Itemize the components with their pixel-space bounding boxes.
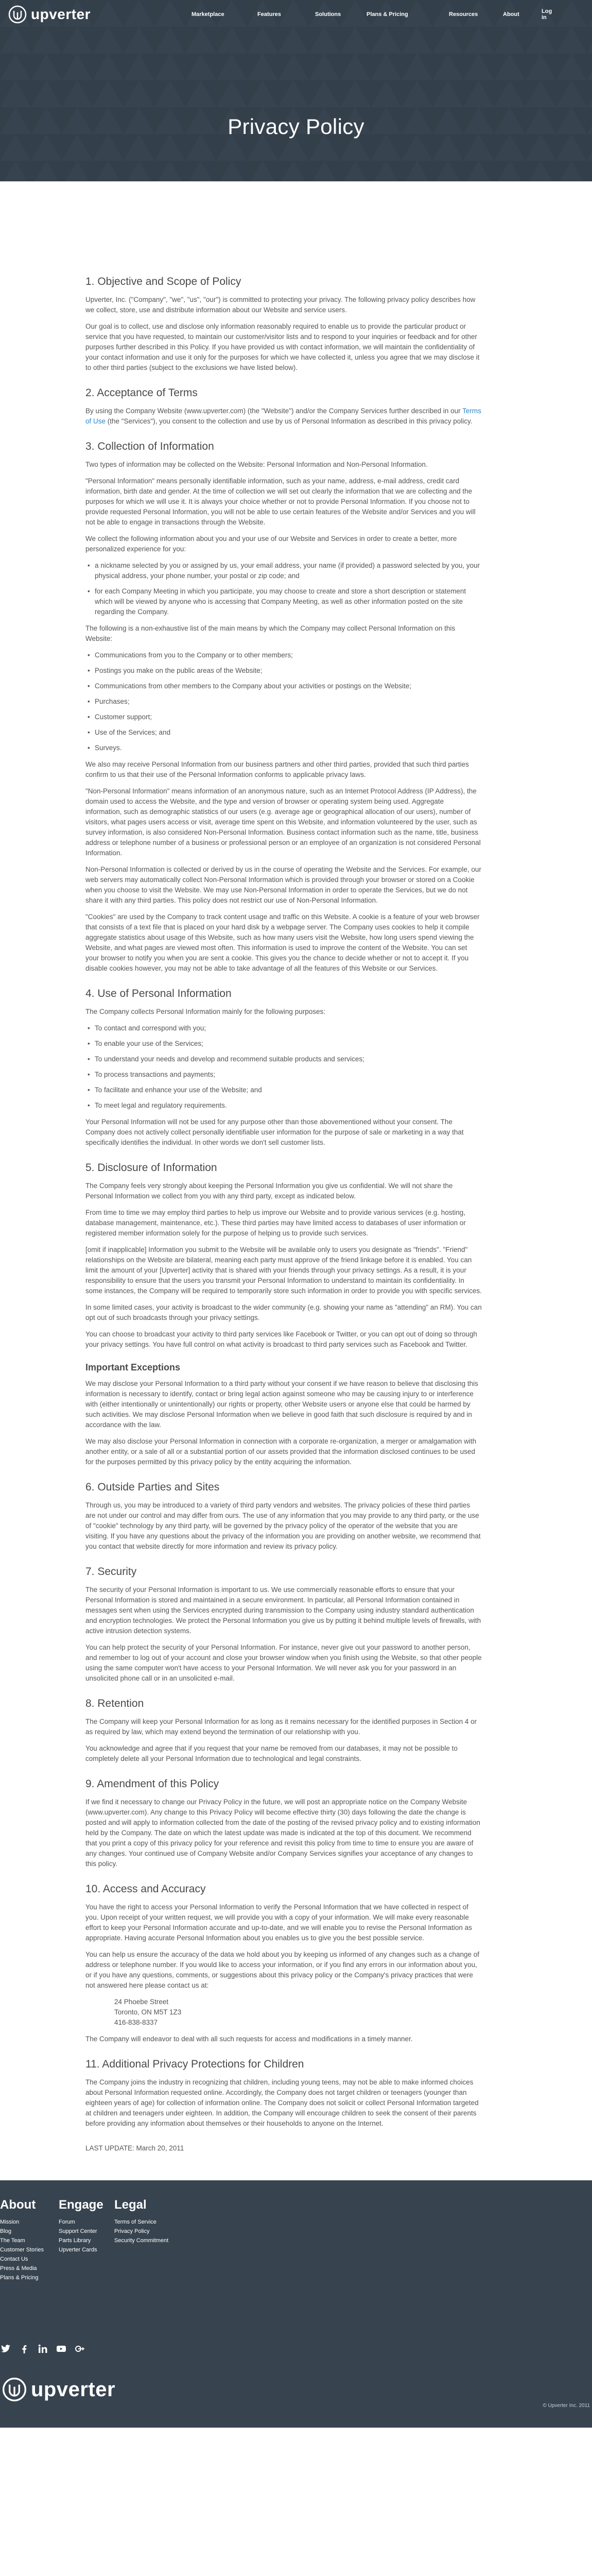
brand-name: upverter [31, 6, 91, 22]
nav-marketplace[interactable]: Marketplace [191, 11, 224, 18]
contact-address [114, 1997, 482, 2028]
address-phone: 416-838-8337 [114, 2019, 158, 2026]
top-navigation-bar [0, 0, 592, 29]
terms-of-use-link[interactable]: Terms of Use [85, 407, 481, 425]
upverter-logo-icon [8, 5, 27, 24]
site-footer [0, 2180, 592, 2428]
paragraph: "Cookies" are used by the Company to track content usage and traffic on this Website. A cookie is a feature of your web browser that consists of a text file that is placed on your hard disk by a webpage server. The Company uses cookies to help it compile aggregate statistics about usage of this Website, such as how many users visit the Website, how long users spend viewing the Website, and what pages are viewed most often. This information is used to improve the content of the Website. You can set your browser to notify you when you are sent a cookie. This gives you the chance to decide whether or not to accept it. If you disable cookies however, you may not be able to take advantage of all the features of this Website or our Services. [85, 913, 480, 972]
list-item: • Use of the Services; and [85, 727, 482, 738]
footer-link-forum[interactable]: Forum [59, 2219, 75, 2225]
address-line: 24 Phoebe Street [114, 1998, 169, 2006]
section-heading: 1. Objective and Scope of Policy [85, 276, 241, 287]
paragraph: You acknowledge and agree that if you request that your name be removed from our databases, it may not be possible to completely delete all your Personal Information due to technological and legal constraints. [85, 1744, 458, 1762]
nav-plans-pricing[interactable]: Plans & Pricing [367, 11, 408, 18]
paragraph: The security of your Personal Information is important to us. We use commercially reasonable efforts to ensure that your Personal Information is stored and maintained in a secure environment. In particular, all Personal Information contained in messages sent when using the Services encrypted during transmission to the Company using industry standard authentication and encryption technologies. We protect the Personal Information you give us by putting it behind multiple levels of firewalls, with active intrusion detection systems. [85, 1586, 481, 1635]
bullet-list [85, 1023, 482, 1111]
subsection-heading: Important Exceptions [85, 1362, 181, 1372]
footer-link-mission[interactable]: Mission [0, 2219, 20, 2225]
list-item: • Communications from you to the Company or to other members; [85, 650, 482, 660]
paragraph: "Personal Information" means personally identifiable information, such as your name, address, e-mail address, credit card information, birth date and gender. At the time of collection we will set out clearly the information that we are collecting and the purposes for which we will use it. It is always your choice whether or not to provide Personal Information. If you choose not to provide requested Personal Information, you will not be able to use certain features of the Website and/or Services and you will not be able to engage in transactions through the Website. [85, 477, 476, 526]
footer-logo[interactable] [2, 2377, 115, 2402]
footer-link-parts-library[interactable]: Parts Library [59, 2238, 91, 2244]
facebook-icon[interactable] [19, 2343, 30, 2354]
nav-features[interactable]: Features [257, 11, 281, 18]
paragraph: We also may receive Personal Information from our business partners and other third parties, provided that such third parties confirm to us that their use of the Personal Information conforms to applicable privacy laws. [85, 760, 469, 778]
paragraph: If we find it necessary to change our Privacy Policy in the future, we will post an appropriate notice on the Company Website (www.upverter.com). Any change to this Privacy Policy will become effective thirty (30) days following the date the change is posted and will apply to information collected from the date of the posting of the revised privacy policy and to existing information held by the Company. The date on which the latest update was made is indicated at the top of this document. We recommend that you print a copy of this privacy policy for your reference and revisit this policy from time to time to ensure you are aware of any changes. Your continued use of Company Website and/or Company Services signifies your acceptance of any changes to this policy. [85, 1798, 480, 1868]
paragraph: The Company joins the industry in recognizing that children, including young teens, may not be able to make informed choices about Personal Information requested online. Accordingly, the Company does not target children or teenagers (younger than eighteen years of age) for collection of information online. The Company does not solicit or collect Personal Information targeted at children and teenagers under eighteen. In addition, the Company will encourage children to seek the consent of their parents before providing any information about themselves or their households to anyone on the Internet. [85, 2078, 479, 2127]
paragraph: "Non-Personal Information" means information of an anonymous nature, such as an Internet Protocol Address (IP Address), the domain used to access the Website, and the type and version of browser or operating system being used. Aggregate information, such as demographic statistics of our users (e.g. average age or geographical allocation of our users), number of visitors, what pages users access or visit, average time spent on this Website, and information volunteered by the user, such as survey information, is also considered Non-Personal Information. Business contact information such as the name, title, business address or telephone number of a business or professional person or an employee of an organization is not considered Personal Information. [85, 787, 481, 857]
footer-link-upverter-cards[interactable]: Upverter Cards [59, 2247, 97, 2253]
section-heading: 11. Additional Privacy Protections for Children [85, 2058, 304, 2070]
paragraph: The Company feels very strongly about keeping the Personal Information you give us confidential. We will not share the Personal Information we collect from you with any third party, except as indicated below. [85, 1182, 453, 1200]
paragraph: From time to time we may employ third parties to help us improve our Website and to provide various services (e.g. hosting, database management, maintenance, etc.). These third parties may have limited access to databases of user information or registered member information solely for the purpose of helping us to provide such services. [85, 1209, 466, 1237]
upverter-logo-icon [2, 2377, 27, 2402]
twitter-icon[interactable] [0, 2343, 11, 2354]
footer-column-engage [59, 2198, 103, 2255]
footer-link-team[interactable]: The Team [0, 2238, 25, 2244]
list-item: • To contact and correspond with you; [85, 1023, 482, 1033]
social-links [0, 2343, 85, 2354]
section-heading: 2. Acceptance of Terms [85, 387, 198, 399]
paragraph: Your Personal Information will not be used for any purpose other than those abovementioned without your consent. The Company does not actively collect personally identifiable user information for the purpose of sale or marketing in a way that specifically identifies the individual. In other words we don't sell customer lists. [85, 1118, 464, 1146]
youtube-icon[interactable] [56, 2343, 67, 2354]
nav-resources[interactable]: Resources [449, 11, 478, 18]
list-item: • Communications from other members to the Company about your activities or postings on the Website; [85, 681, 482, 691]
section-heading: 7. Security [85, 1566, 137, 1578]
policy-content [85, 181, 482, 2180]
list-item: • Customer support; [85, 712, 482, 722]
page-title: Privacy Policy [228, 114, 364, 139]
section-heading: 10. Access and Accuracy [85, 1883, 206, 1895]
hero-banner [0, 0, 592, 181]
paragraph: Non-Personal Information is collected or derived by us in the course of operating the Website and the Services. For example, our web servers may automatically collect Non-Personal Information which is provided through your browser or stored on a Cookie when you choose to visit the Website. We may use Non-Personal Information in order to operate the Services, but we do not share it with any third parties. This policy does not restrict our use of Non-Personal Information. [85, 866, 481, 904]
list-item: • Purchases; [85, 697, 482, 707]
nav-solutions[interactable]: Solutions [315, 11, 341, 18]
list-item: • Postings you make on the public areas of the Website; [85, 666, 482, 676]
paragraph: Our goal is to collect, use and disclose only information reasonably required to enable us to provide the particular product or service that you have requested, to maintain our customer/visitor lists and to respond to your inquiries or feedback and for other purposes further described in this Policy. If you have provided us with contact information, we will maintain the confidentiality of your contact information and use it only for the purposes for which we have collected it, unless you agree that we may disclose it to other third parties (subject to the exclusions we have listed below). [85, 323, 480, 371]
footer-link-press[interactable]: Press & Media [0, 2265, 37, 2272]
list-item: • To meet legal and regulatory requirements. [85, 1100, 482, 1111]
paragraph: [omit if inapplicable] Information you submit to the Website will be available only to users you designate as "friends". "Friend" relationships on the Website are bilateral, meaning each party must approve of the friend linkage before it is enabled. You can limit the amount of your [Upverter] activity that is shared with your friends through your privacy settings. As a result, it is your responsibility to ensure that the users you transmit your Personal Information to understand to maintain its confidentiality. In some instances, the Company will be required to temporarily store such information in order to provide you with specific services. [85, 1246, 482, 1295]
bullet-list [85, 561, 482, 617]
list-item: • To enable your use of the Services; [85, 1039, 482, 1049]
copyright: © Upverter Inc. 2011 [543, 2403, 590, 2409]
paragraph: The following is a non-exhaustive list of the main means by which the Company may collect Personal Information on this Website: [85, 624, 456, 642]
paragraph: You can help us ensure the accuracy of the data we hold about you by keeping us informed of any changes such as a change of address or telephone number. If you would like to access your information, or if you find any errors in our information about you, or if you have any questions, comments, or suggestions about this privacy policy or the Company's privacy practices that were not answered here please contact us at: [85, 1951, 480, 1989]
footer-column-about [0, 2198, 44, 2282]
google-plus-icon[interactable] [74, 2343, 85, 2354]
paragraph: The Company will endeavor to deal with all such requests for access and modifications in a timely manner. [85, 2035, 413, 2043]
paragraph: You can choose to broadcast your activity to third party services like Facebook or Twitter, or you can opt out of doing so through your privacy settings. You have full control on what activity is broadcast to third party services such as Facebook and Twitter. [85, 1330, 477, 1348]
section-heading: 3. Collection of Information [85, 440, 214, 452]
paragraph: We may disclose your Personal Information to a third party without your consent if we have reason to believe that disclosing this information is necessary to identify, contact or bring legal action against someone who may be causing injury to or interference with (either intentionally or unintentionally) our rights or property, other Website users or anyone else that could be harmed by such activities. We may disclose Personal Information when we believe in good faith that such disclosure is required by and in accordance with the law. [85, 1380, 478, 1429]
footer-column-legal [114, 2198, 168, 2245]
brand-logo[interactable] [8, 5, 91, 24]
footer-link-plans-pricing[interactable]: Plans & Pricing [0, 2275, 39, 2281]
list-item: • for each Company Meeting in which you participate, you may choose to create and store a short description or statement which will be viewed by anyone who is accessing that Company Meeting, as well as other information posted on the site regarding the Company. [85, 586, 482, 617]
paragraph [85, 406, 482, 427]
text-span: (the "Services"), you consent to the collection and use by us of Personal Information as described in this privacy policy. [106, 417, 473, 425]
text-span: By using the Company Website (www.upverter.com) (the "Website") and/or the Company Services further described in our [85, 407, 463, 415]
footer-heading: Engage [59, 2198, 103, 2212]
footer-link-support-center[interactable]: Support Center [59, 2228, 97, 2234]
last-update: LAST UPDATE: March 20, 2011 [85, 2144, 184, 2152]
paragraph: We collect the following information about you and your use of our Website and Services in order to create a better, more personalized experience for you: [85, 535, 457, 553]
section-heading: 9. Amendment of this Policy [85, 1778, 219, 1790]
section-heading: 6. Outside Parties and Sites [85, 1481, 220, 1493]
list-item: • Surveys. [85, 743, 482, 753]
section-heading: 4. Use of Personal Information [85, 988, 232, 999]
nav-log-in[interactable]: Log in [542, 8, 552, 21]
list-item: • a nickname selected by you or assigned by us, your email address, your name (if provided) a password selected by you, your physical address, your phone number, your postal or zip code; and [85, 561, 482, 581]
paragraph: You have the right to access your Personal Information to verify the Personal Information that we have collected in respect of you. Upon receipt of your written request, we will provide you with a copy of your information. We will make every reasonable effort to keep your Personal Information accurate and up-to-date, and we will enable you to revise the Personal Information as appropriate. Having accurate Personal Information about you enables us to give you the best possible service. [85, 1903, 472, 1942]
paragraph: Through us, you may be introduced to a variety of third party vendors and websites. The privacy policies of these third parties are not under our control and may differ from ours. The use of any information that you may provide to any third party, or the use of "cookie" technology by any third party, will be governed by the privacy policy of the operator of the website that you are visiting. If you have any questions about the privacy of the information you are providing on another website, we recommend that you contact that website directly for more information and review its privacy policy. [85, 1501, 481, 1550]
nav-about[interactable]: About [503, 11, 519, 18]
paragraph: The Company collects Personal Information mainly for the following purposes: [85, 1008, 325, 1015]
list-item: • To understand your needs and develop and recommend suitable products and services; [85, 1054, 482, 1064]
bullet-list [85, 650, 482, 753]
linkedin-icon[interactable] [37, 2343, 48, 2354]
paragraph: Upverter, Inc. ("Company", "we", "us", "our") is committed to protecting your privacy. The following privacy policy describes how we collect, store, use and distribute information about our Website and service users. [85, 296, 476, 314]
footer-link-security[interactable]: Security Commitment [114, 2238, 169, 2244]
paragraph: We may also disclose your Personal Information in connection with a corporate re-organization, a merger or amalgamation with another entity, or a sale of all or a substantial portion of our assets provided that the information disclosed continues to be used for the purposes permitted by this privacy policy by the entity acquiring the information. [85, 1437, 477, 1466]
section-heading: 5. Disclosure of Information [85, 1162, 217, 1174]
list-item: • To process transactions and payments; [85, 1070, 482, 1080]
paragraph: In some limited cases, your activity is broadcast to the wider community (e.g. showing your name as "attending" an RM). You can opt out of such broadcasts through your privacy settings. [85, 1303, 482, 1321]
address-line: Toronto, ON M5T 1Z3 [114, 2008, 182, 2016]
footer-heading: Legal [114, 2198, 147, 2212]
footer-link-terms[interactable]: Terms of Service [114, 2219, 156, 2225]
footer-link-privacy[interactable]: Privacy Policy [114, 2228, 150, 2234]
paragraph: You can help protect the security of your Personal Information. For instance, never give out your password to another person, and remember to log out of your account and close your browser window when you finish using the Website, so that other people using the same computer won't have access to your Personal Information. We will never ask you for your password in an unsolicited phone call or in an unsolicited e-mail. [85, 1643, 482, 1682]
footer-brand-name: upverter [31, 2378, 116, 2401]
footer-link-contact[interactable]: Contact Us [0, 2256, 28, 2262]
footer-link-customer-stories[interactable]: Customer Stories [0, 2247, 44, 2253]
footer-heading: About [0, 2198, 36, 2212]
paragraph: The Company will keep your Personal Information for as long as it remains necessary for the identified purposes in Section 4 or as required by law, which may extend beyond the termination of our relationship with you. [85, 1718, 477, 1736]
section-heading: 8. Retention [85, 1698, 144, 1709]
paragraph: Two types of information may be collected on the Website: Personal Information and Non-Personal Information. [85, 461, 428, 468]
list-item: • To facilitate and enhance your use of the Website; and [85, 1085, 482, 1095]
footer-link-blog[interactable]: Blog [0, 2228, 12, 2234]
